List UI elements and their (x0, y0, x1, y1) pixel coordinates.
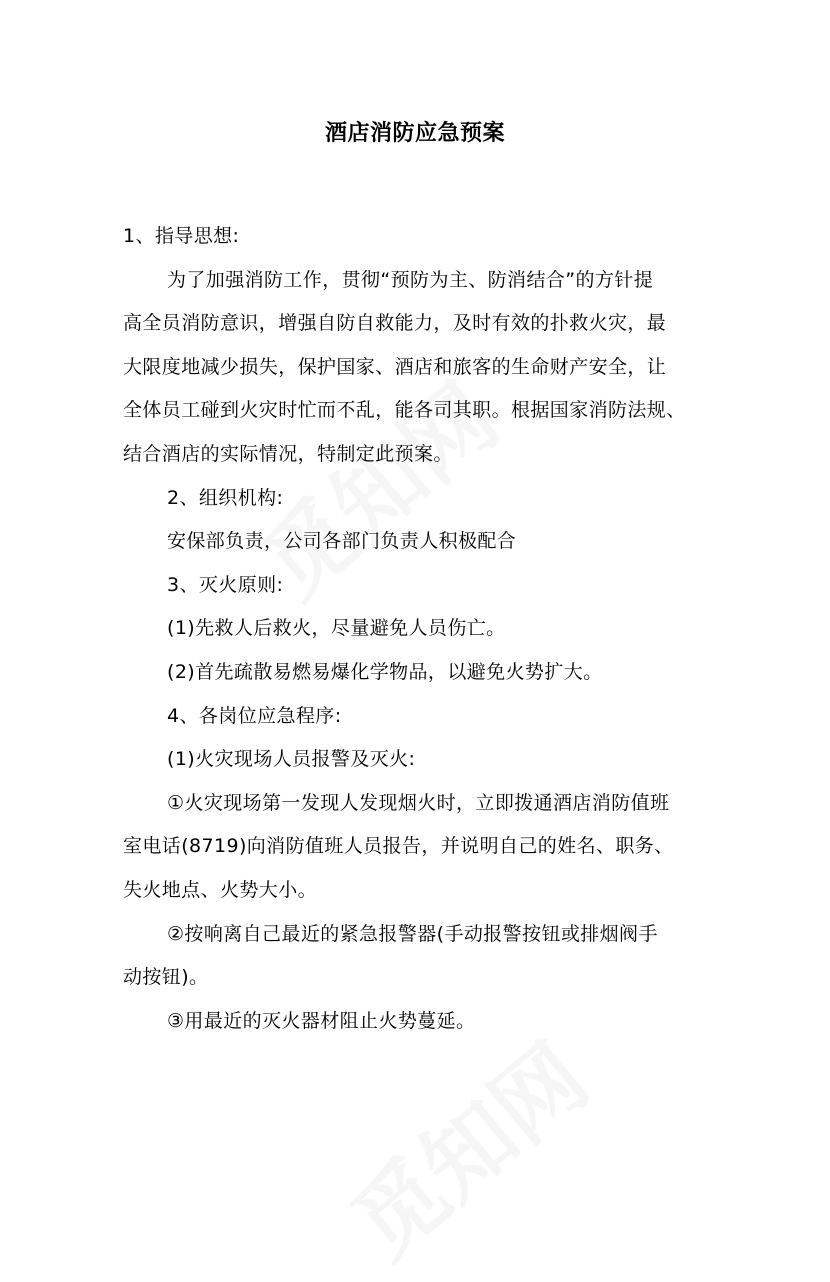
text-line: 安保部负责，公司各部门负责人积极配合 (167, 530, 517, 553)
text-line: ①火灾现场第一发现人发现烟火时，立即拨通酒店消防值班 (167, 791, 670, 814)
text-line: ③用最近的灭火器材阻止火势蔓延。 (167, 1009, 476, 1032)
text-line: (1)先救人后救火，尽量避免人员伤亡。 (167, 617, 506, 640)
text-line: 3、灭火原则: (167, 573, 284, 596)
text-line: 失火地点、火势大小。 (123, 878, 318, 901)
text-line: 1、指导思想: (123, 225, 240, 247)
text-line: 大限度地减少损失，保护国家、酒店和旅客的生命财产安全，让 (123, 355, 667, 378)
document-body (123, 215, 713, 1043)
document-title: 酒店消防应急预案 (324, 121, 505, 146)
text-line: (2)首先疏散易燃易爆化学物品，以避免火势扩大。 (167, 660, 603, 683)
text-line: 4、各岗位应急程序: (167, 704, 342, 727)
text-line: 高全员消防意识，增强自防自救能力，及时有效的扑救火灾，最 (123, 312, 667, 335)
text-line: 动按钮)。 (123, 966, 209, 989)
text-line: 2、组织机构: (167, 486, 284, 509)
text-line: 结合酒店的实际情况，特制定此预案。 (123, 442, 453, 465)
text-line: (1)火灾现场人员报警及灭火: (167, 748, 416, 771)
watermark (320, 1008, 610, 1281)
text-line: 室电话(8719)向消防值班人员报告，并说明自己的姓名、职务、 (123, 835, 674, 858)
text-line: ②按响离自己最近的紧急报警器(手动报警按钮或排烟阀手 (167, 922, 658, 945)
text-line: 全体员工碰到火灾时忙而不乱，能各司其职。根据国家消防法规、 (123, 399, 686, 422)
text-line: 为了加强消防工作，贯彻“预防为主、防消结合”的方针提 (167, 268, 654, 291)
